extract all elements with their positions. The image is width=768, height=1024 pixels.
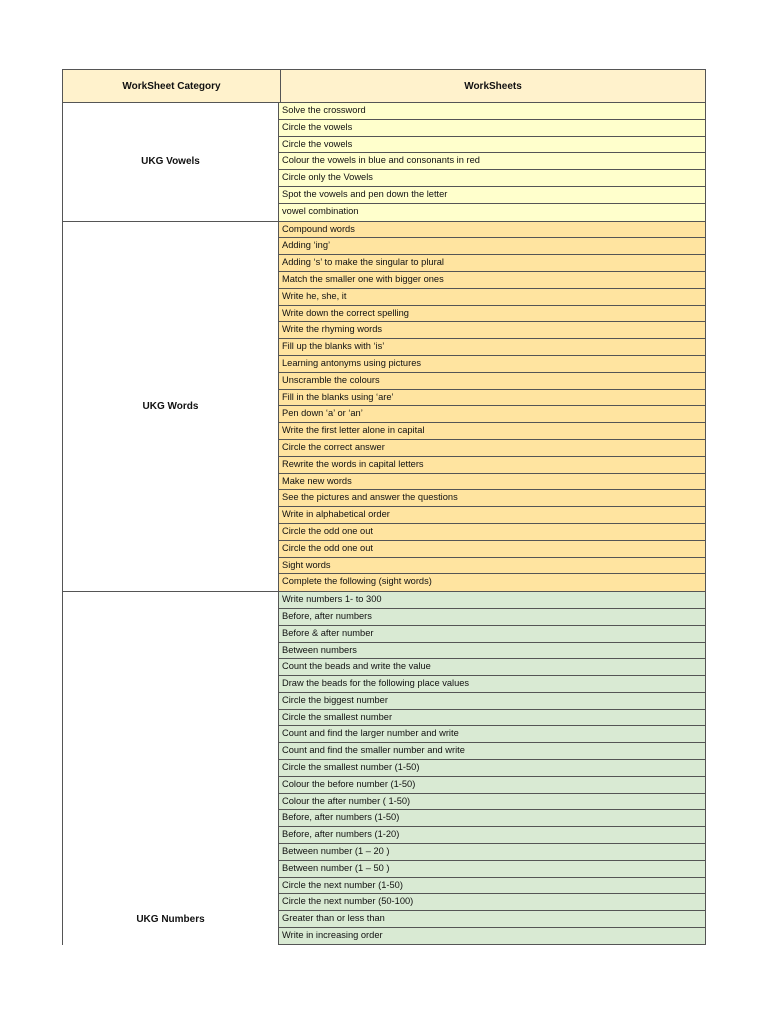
- worksheet-row: Between number (1 – 20 ): [279, 844, 705, 861]
- worksheet-row: Sight words: [279, 558, 705, 575]
- worksheet-row: Fill up the blanks with ‘is’: [279, 339, 705, 356]
- worksheet-row: Adding ‘ing’: [279, 238, 705, 255]
- worksheet-list: [279, 103, 705, 221]
- worksheet-row: Greater than or less than: [279, 911, 705, 928]
- worksheet-row: Circle the vowels: [279, 137, 705, 154]
- worksheet-row: Spot the vowels and pen down the letter: [279, 187, 705, 204]
- worksheet-row: Circle the biggest number: [279, 693, 705, 710]
- worksheet-row: Compound words: [279, 222, 705, 239]
- worksheet-row: Write the first letter alone in capital: [279, 423, 705, 440]
- worksheet-row: Learning antonyms using pictures: [279, 356, 705, 373]
- worksheet-row: Make new words: [279, 474, 705, 491]
- category-cell: UKG Vowels: [63, 103, 279, 221]
- worksheet-list: [279, 592, 706, 945]
- worksheet-row: Before, after numbers (1-50): [279, 810, 705, 827]
- worksheet-row: Circle the next number (50-100): [279, 894, 705, 911]
- worksheet-row: Count and find the larger number and write: [279, 726, 705, 743]
- worksheet-row: Before, after numbers: [279, 609, 705, 626]
- worksheet-row: Colour the after number ( 1-50): [279, 794, 705, 811]
- category-cell: UKG Numbers: [63, 592, 279, 945]
- worksheet-row: Count and find the smaller number and write: [279, 743, 705, 760]
- table-header: [62, 69, 706, 103]
- worksheet-row: Colour the before number (1-50): [279, 777, 705, 794]
- worksheet-row: Match the smaller one with bigger ones: [279, 272, 705, 289]
- group-ukg-vowels: [62, 103, 706, 222]
- worksheet-row: Between number (1 – 50 ): [279, 861, 705, 878]
- worksheet-row: Count the beads and write the value: [279, 659, 705, 676]
- worksheet-row: Write the rhyming words: [279, 322, 705, 339]
- worksheet-row: Circle the smallest number (1-50): [279, 760, 705, 777]
- worksheet-row: Pen down ‘a’ or ‘an’: [279, 406, 705, 423]
- worksheet-row: Write he, she, it: [279, 289, 705, 306]
- header-worksheets: WorkSheets: [464, 80, 522, 92]
- worksheet-row: Between numbers: [279, 643, 705, 660]
- worksheet-row: vowel combination: [279, 204, 705, 221]
- worksheet-row: Draw the beads for the following place values: [279, 676, 705, 693]
- worksheet-row: Write in increasing order: [279, 928, 705, 945]
- worksheet-row: Circle only the Vowels: [279, 170, 705, 187]
- worksheet-row: Before, after numbers (1-20): [279, 827, 705, 844]
- header-category: WorkSheet Category: [63, 70, 281, 102]
- category-cell: UKG Words: [63, 222, 279, 592]
- worksheet-row: Write in alphabetical order: [279, 507, 705, 524]
- worksheet-row: Circle the odd one out: [279, 541, 705, 558]
- worksheet-row: Circle the correct answer: [279, 440, 705, 457]
- worksheet-table: [62, 69, 706, 945]
- worksheet-row: Write numbers 1- to 300: [279, 592, 705, 609]
- worksheet-row: Circle the vowels: [279, 120, 705, 137]
- worksheet-row: Colour the vowels in blue and consonants in red: [279, 153, 705, 170]
- worksheet-row: Complete the following (sight words): [279, 574, 705, 591]
- worksheet-row: Solve the crossword: [279, 103, 705, 120]
- worksheet-row: Rewrite the words in capital letters: [279, 457, 705, 474]
- worksheet-row: Adding ‘s’ to make the singular to plural: [279, 255, 705, 272]
- group-ukg-numbers: [62, 592, 706, 945]
- worksheet-row: Circle the smallest number: [279, 710, 705, 727]
- worksheet-row: Write down the correct spelling: [279, 306, 705, 323]
- worksheet-row: Circle the next number (1-50): [279, 878, 705, 895]
- worksheet-row: Circle the odd one out: [279, 524, 705, 541]
- worksheet-row: Before & after number: [279, 626, 705, 643]
- group-ukg-words: [62, 222, 706, 593]
- worksheet-row: See the pictures and answer the questions: [279, 490, 705, 507]
- worksheet-row: Unscramble the colours: [279, 373, 705, 390]
- worksheet-row: Fill in the blanks using ‘are’: [279, 390, 705, 407]
- worksheet-list: [279, 222, 705, 592]
